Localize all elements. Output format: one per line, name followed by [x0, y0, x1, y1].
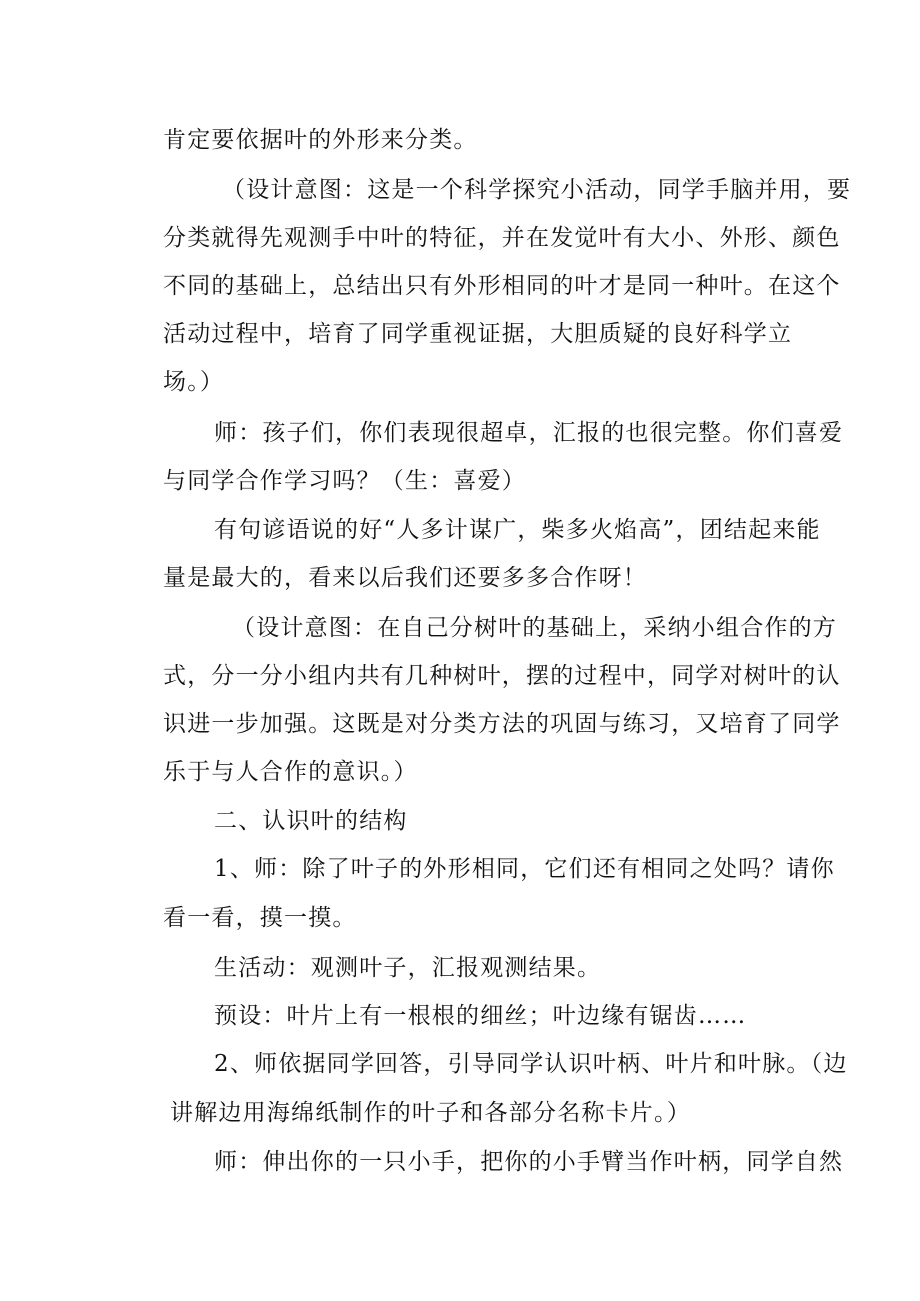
text-line-9: 有句谚语说的好“人多计谋广，柴多火焰高”，团结起来能 — [214, 517, 821, 543]
text-line-10: 量是最大的，看来以后我们还要多多合作呀！ — [163, 565, 647, 591]
text-line-11: （设计意图：在自己分树叶的基础上，采纳小组合作的方 — [232, 615, 837, 641]
text-line-21: 讲解边用海绵纸制作的叶子和各部分名称卡片。） — [170, 1100, 691, 1126]
text-line-4: 不同的基础上，总结出只有外形相同的叶才是同一种叶。在这个 — [163, 273, 841, 299]
text-line-6: 场。） — [163, 369, 225, 395]
text-line-22: 师：伸出你的一只小手，把你的小手臂当作叶柄，同学自然 — [214, 1149, 844, 1175]
text-line-20: 2、师依据同学回答，引导同学认识叶柄、叶片和叶脉。（边 — [214, 1051, 848, 1077]
text-line-18: 生活动：观测叶子，汇报观测结果。 — [214, 955, 602, 981]
text-line-1: 肯定要依据叶的外形来分类。 — [163, 127, 478, 153]
text-line-2: （设计意图：这是一个科学探究小活动，同学手脑并用，要 — [222, 177, 852, 203]
text-line-19: 预设：叶片上有一根根的细丝；叶边缘有锯齿…… — [214, 1003, 747, 1029]
text-line-17: 看一看，摸一摸。 — [163, 905, 357, 931]
section-heading: 二、认识叶的结构 — [214, 808, 408, 834]
text-line-5: 活动过程中，培育了同学重视证据，大胆质疑的良好科学立 — [163, 321, 793, 347]
text-line-7: 师：孩子们，你们表现很超卓，汇报的也很完整。你们喜爱 — [214, 420, 844, 446]
text-line-16: 1、师：除了叶子的外形相同，它们还有相同之处吗？请你 — [214, 856, 835, 882]
text-line-3: 分类就得先观测手中叶的特征，并在发觉叶有大小、外形、颜色 — [163, 225, 841, 251]
text-line-14: 乐于与人合作的意识。） — [163, 759, 418, 785]
text-line-13: 识进一步加强。这既是对分类方法的巩固与练习，又培育了同学 — [163, 711, 841, 737]
text-line-8: 与同学合作学习吗？（生：喜爱） — [163, 468, 526, 494]
text-line-12: 式，分一分小组内共有几种树叶，摆的过程中，同学对树叶的认 — [163, 663, 841, 689]
